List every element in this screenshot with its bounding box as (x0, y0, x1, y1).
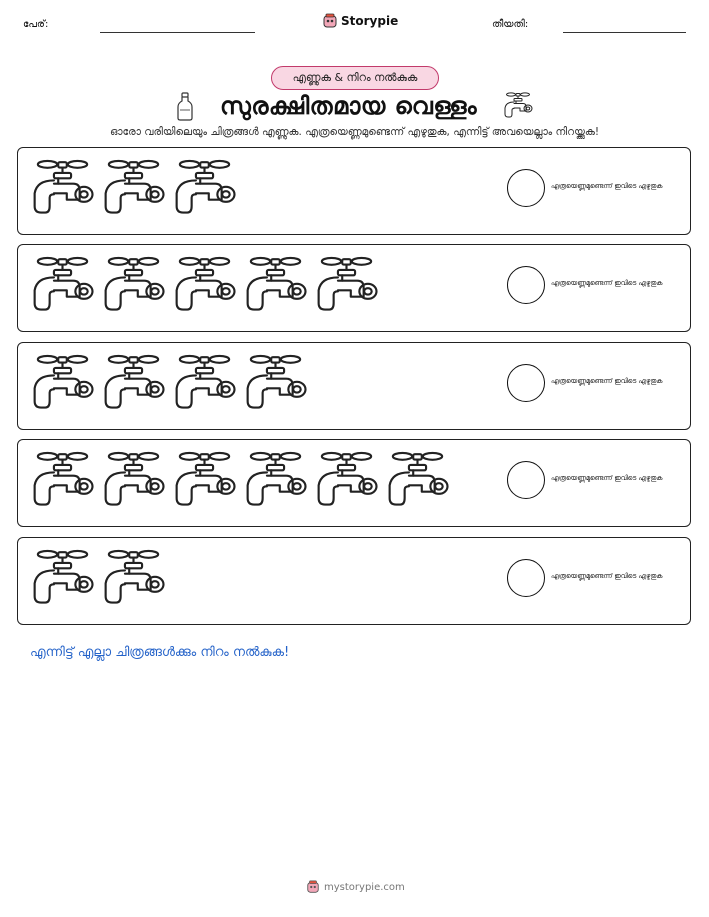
water-tap-icon (101, 159, 166, 219)
water-tap-icon (243, 354, 308, 414)
water-tap-icon (30, 549, 95, 609)
answer-circle[interactable] (507, 364, 545, 402)
brand (322, 13, 398, 29)
date-label: തീയതി: (492, 19, 529, 30)
water-tap-icon (172, 159, 237, 219)
answer-circle[interactable] (507, 461, 545, 499)
answer-circle[interactable] (507, 559, 545, 597)
site-footer (306, 880, 405, 894)
site-url: mystorypie.com (324, 881, 405, 893)
count-row (17, 439, 691, 527)
storypie-logo-icon (306, 880, 320, 894)
water-tap-icon (243, 451, 308, 511)
tap-group (30, 256, 379, 316)
name-field[interactable] (100, 32, 255, 33)
count-row (17, 342, 691, 430)
water-tap-icon (243, 256, 308, 316)
title-row (0, 86, 709, 126)
page-title: സുരക്ഷിതമായ വെള്ളം (219, 92, 478, 120)
water-tap-icon (385, 451, 450, 511)
water-tap-icon (101, 549, 166, 609)
answer-prompt: എത്രയെണ്ണമുണ്ടെന്ന് ഇവിടെ എഴുതുക (551, 572, 663, 580)
water-bottle-icon (176, 91, 194, 121)
water-tap-icon (172, 256, 237, 316)
water-tap-icon (101, 354, 166, 414)
answer-prompt: എത്രയെണ്ണമുണ്ടെന്ന് ഇവിടെ എഴുതുക (551, 279, 663, 287)
water-tap-icon (30, 256, 95, 316)
water-tap-icon (172, 354, 237, 414)
tap-group (30, 354, 308, 414)
answer-prompt: എത്രയെണ്ണമുണ്ടെന്ന് ഇവിടെ എഴുതുക (551, 474, 663, 482)
date-field[interactable] (563, 32, 686, 33)
water-tap-icon (101, 451, 166, 511)
name-label: പേര്: (23, 19, 49, 30)
answer-circle[interactable] (507, 266, 545, 304)
instructions: ഓരോ വരിയിലെയും ചിത്രങ്ങൾ എണ്ണുക. എത്രയെണ്ണമുണ്ടെന്ന് എഴുതുക, എന്നിട്ട് അവയെല്ലാം നിറയ്ക്കുക! (109, 126, 600, 138)
water-tap-icon (30, 354, 95, 414)
tap-group (30, 159, 237, 219)
activity-badge: എണ്ണുക & നിറം നൽകുക (271, 66, 439, 90)
water-tap-icon (101, 256, 166, 316)
count-row (17, 537, 691, 625)
water-tap-icon (172, 451, 237, 511)
water-tap-icon (30, 159, 95, 219)
answer-circle[interactable] (507, 169, 545, 207)
color-instruction: എന്നിട്ട് എല്ലാ ചിത്രങ്ങൾക്കും നിറം നൽകുക! (30, 645, 290, 660)
water-tap-icon (503, 91, 533, 121)
water-tap-icon (30, 451, 95, 511)
storypie-logo-icon (322, 13, 338, 29)
tap-group (30, 451, 450, 511)
count-row (17, 147, 691, 235)
count-row (17, 244, 691, 332)
water-tap-icon (314, 256, 379, 316)
tap-group (30, 549, 166, 609)
water-tap-icon (314, 451, 379, 511)
brand-name: Storypie (341, 14, 399, 28)
answer-prompt: എത്രയെണ്ണമുണ്ടെന്ന് ഇവിടെ എഴുതുക (551, 182, 663, 190)
answer-prompt: എത്രയെണ്ണമുണ്ടെന്ന് ഇവിടെ എഴുതുക (551, 377, 663, 385)
